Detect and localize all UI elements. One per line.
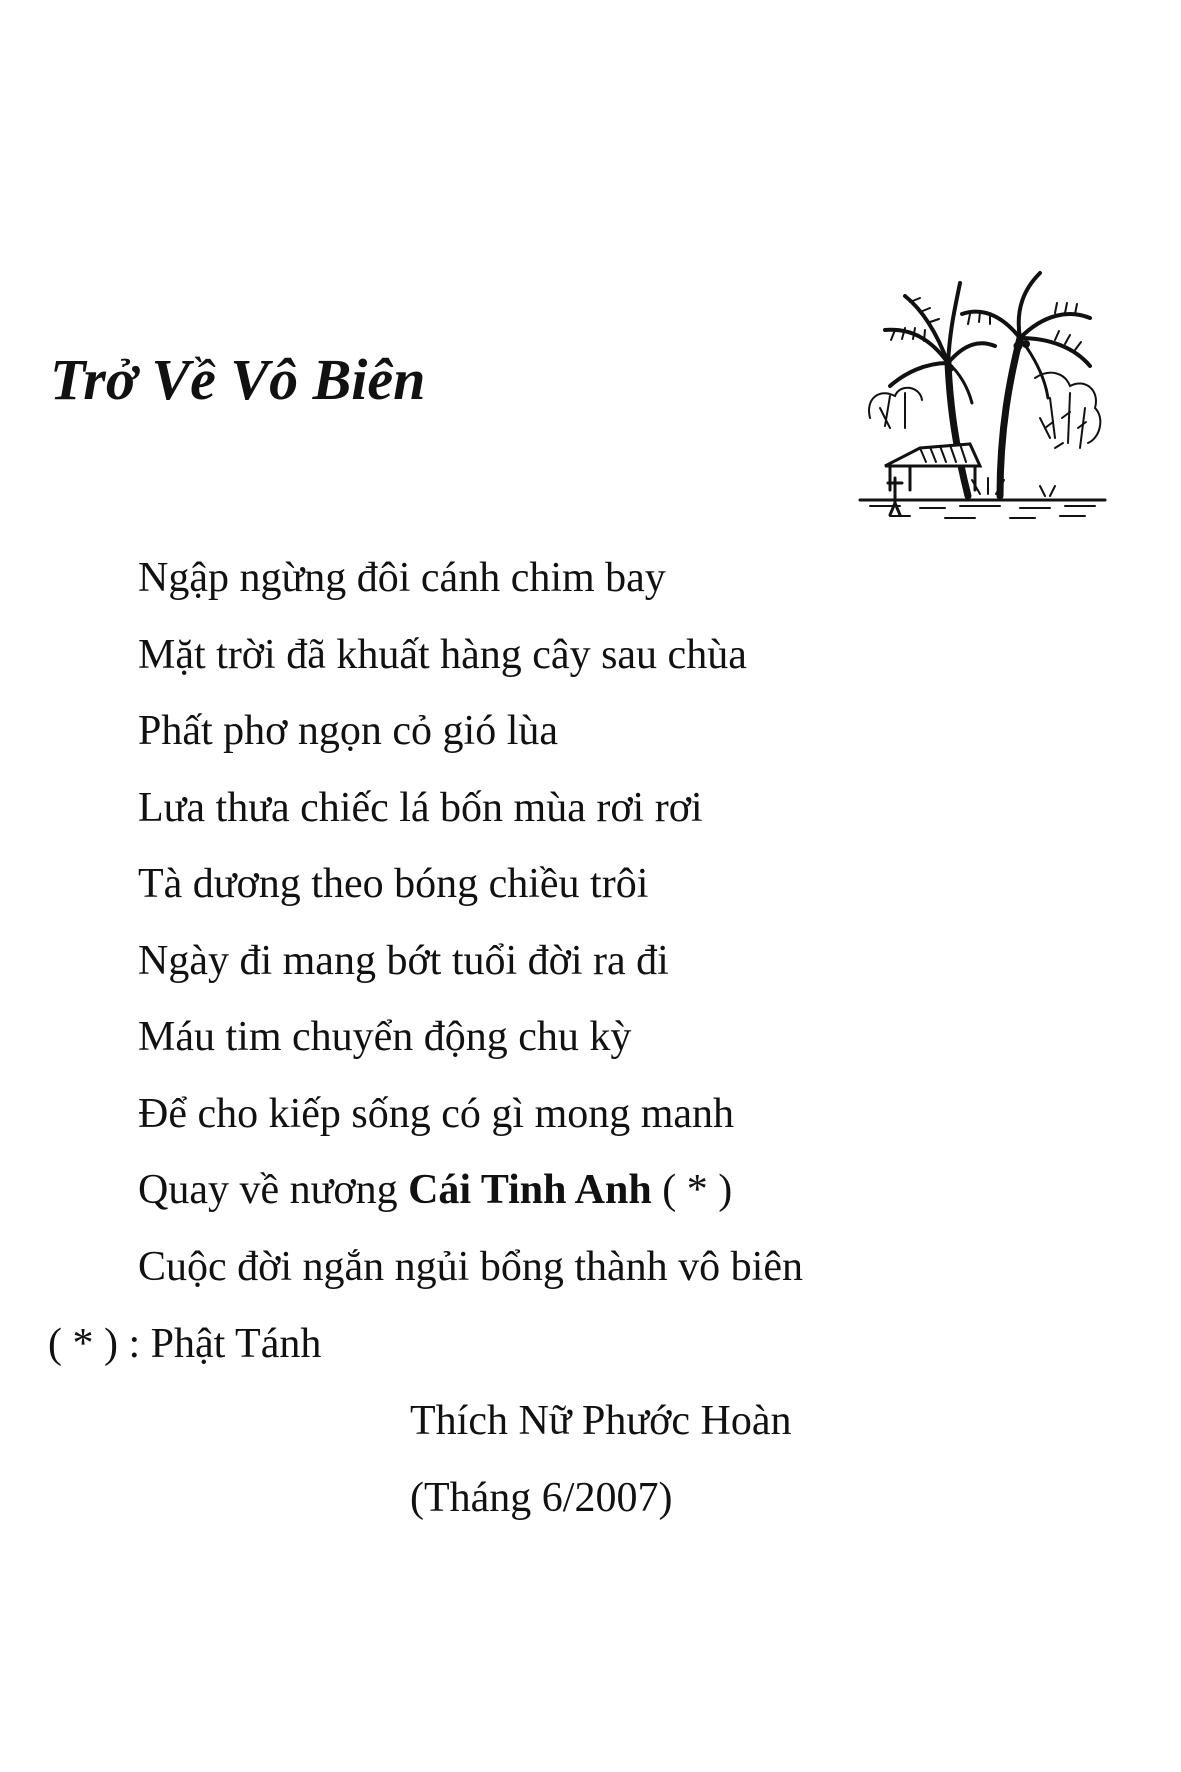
emphasized-phrase: Cái Tinh Anh	[408, 1167, 652, 1213]
poem-line: Phất phơ ngọn cỏ gió lùa	[138, 708, 558, 754]
poem-line: Tà dương theo bóng chiều trôi	[138, 861, 649, 907]
poem-line: Cuộc đời ngắn ngủi bổng thành vô biên	[138, 1243, 803, 1290]
poem-body	[138, 540, 803, 1305]
poem-line: Mặt trời đã khuất hàng cây sau chùa	[138, 631, 747, 678]
author-name: Thích Nữ Phước Hoàn	[410, 1398, 792, 1444]
poem-line: Ngày đi mang bớt tuổi đời ra đi	[138, 937, 669, 984]
poem-line-with-emphasis	[138, 1152, 803, 1229]
signature-block	[410, 1383, 792, 1537]
poem-line: Lưa thưa chiếc lá bốn mùa rơi rơi	[138, 784, 703, 831]
poem-line: Ngập ngừng đôi cánh chim bay	[138, 555, 666, 601]
footnote-marker: ( * )	[651, 1167, 733, 1213]
poem-line: Máu tim chuyển động chu kỳ	[138, 1014, 632, 1060]
poem-line: Để cho kiếp sống có gì mong manh	[138, 1090, 735, 1137]
date-line: (Tháng 6/2007)	[410, 1475, 673, 1521]
poem-line-prefix: Quay về nương	[138, 1167, 409, 1213]
footnote: ( * ) : Phật Tánh	[48, 1321, 322, 1367]
poem-title: Trở Về Vô Biên	[50, 347, 426, 412]
palm-tree-hut-sketch-icon	[850, 268, 1115, 558]
